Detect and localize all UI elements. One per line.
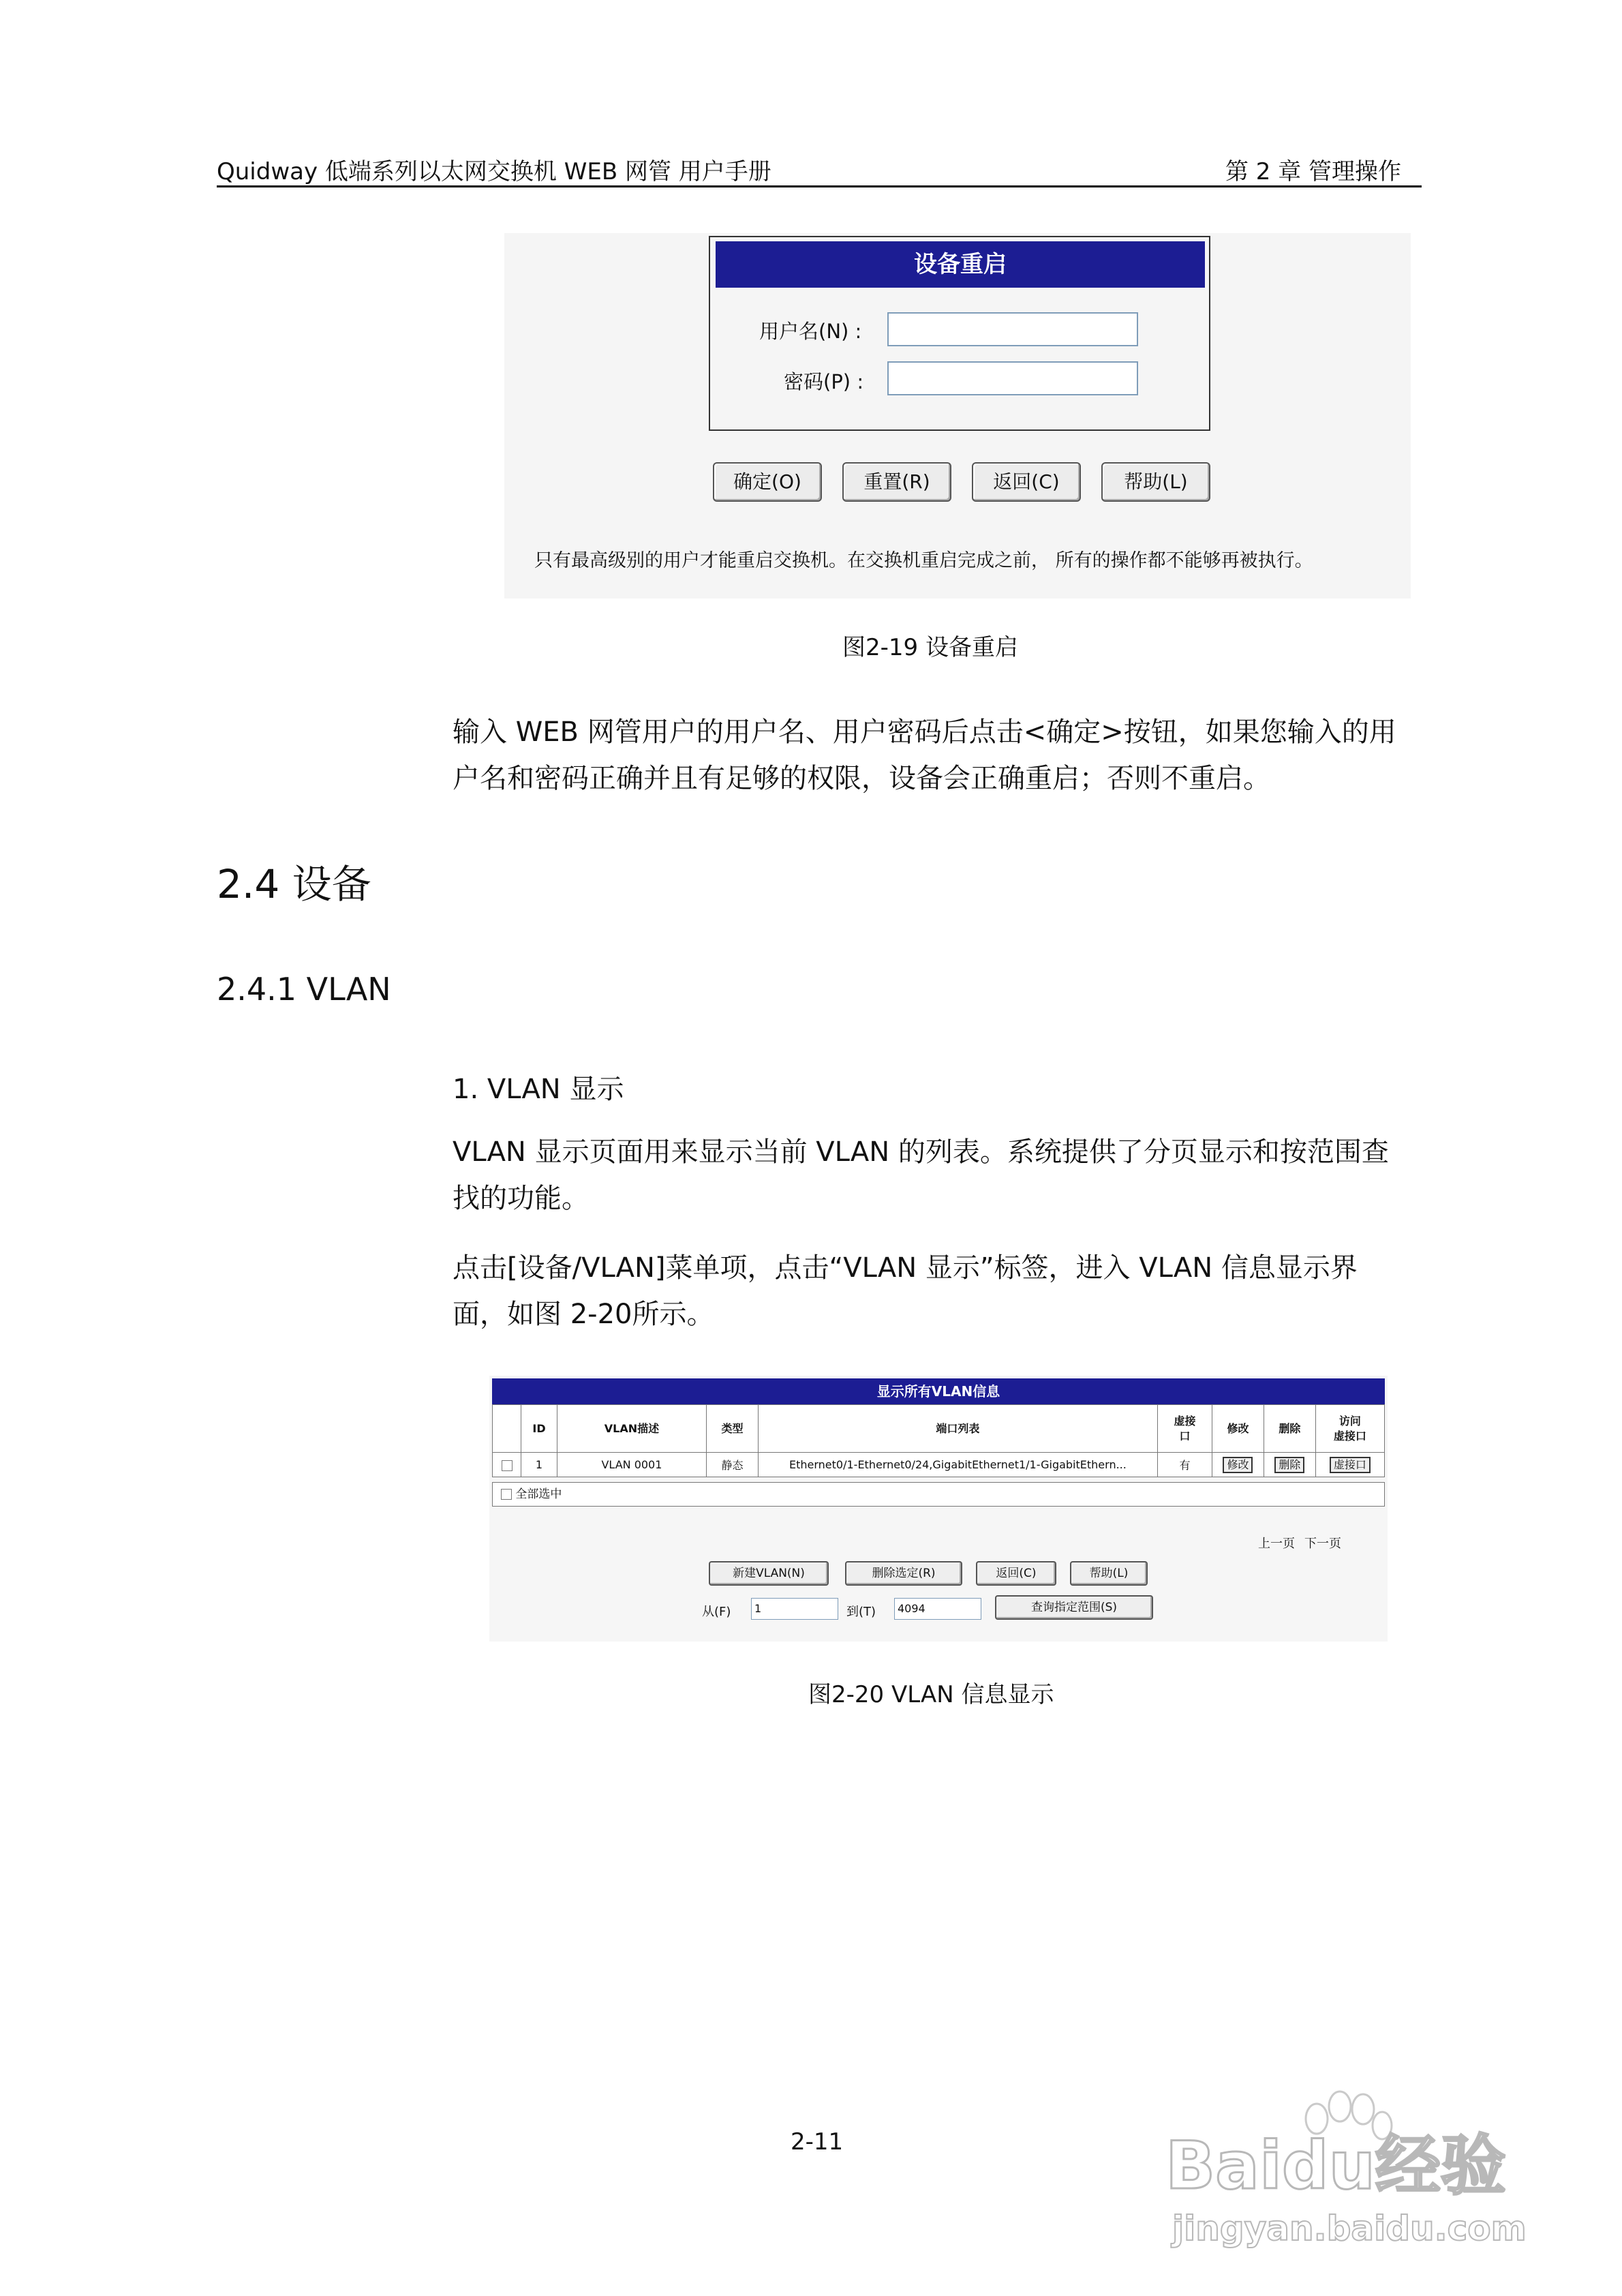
figure-caption-2-20: 图2-20 VLAN 信息显示 — [808, 1681, 1054, 1708]
baidu-jingyan-watermark — [1159, 2086, 1540, 2256]
column-header-type: 类型 — [707, 1405, 759, 1453]
back-button[interactable]: 返回(C) — [972, 462, 1081, 502]
column-header-select — [493, 1405, 521, 1453]
watermark-brand: Baidu经验 — [1165, 2128, 1506, 2204]
column-header-delete: 删除 — [1264, 1405, 1315, 1453]
to-input[interactable]: 4094 — [894, 1598, 981, 1620]
row-select-cell — [493, 1453, 521, 1477]
paragraph-line: 输入 WEB 网管用户的用户名、用户密码后点击<确定>按钮，如果您输入的用 — [453, 716, 1396, 748]
row-access-cell — [1315, 1453, 1384, 1477]
column-header-vif-line: 虚接 — [1174, 1414, 1196, 1428]
row-checkbox[interactable] — [502, 1460, 512, 1471]
ok-button[interactable]: 确定(O) — [713, 462, 822, 502]
row-type: 静态 — [707, 1453, 759, 1477]
paragraph-vlan-nav — [453, 1245, 1427, 1338]
column-header-access-line: 访问 — [1338, 1414, 1361, 1428]
reboot-note: 只有最高级别的用户才能重启交换机。在交换机重启完成之前， 所有的操作都不能够再被执行。 — [534, 550, 1313, 571]
section-heading: 2.4 设备 — [217, 861, 371, 907]
vlan-table-title: 显示所有VLAN信息 — [492, 1378, 1385, 1404]
figure-caption-2-19: 图2-19 设备重启 — [842, 634, 1018, 661]
select-all-row — [492, 1482, 1385, 1507]
row-ports: Ethernet0/1-Ethernet0/24,GigabitEthernet1/1-GigabitEthern... — [758, 1453, 1157, 1477]
vlan-back-button[interactable]: 返回(C) — [976, 1561, 1056, 1586]
row-id: 1 — [521, 1453, 557, 1477]
table-row — [493, 1453, 1385, 1477]
paragraph-line: 户名和密码正确并且有足够的权限，设备会正确重启；否则不重启。 — [453, 763, 1270, 794]
row-desc: VLAN 0001 — [557, 1453, 706, 1477]
select-all-checkbox[interactable] — [501, 1489, 512, 1500]
paragraph-line: 找的功能。 — [453, 1183, 589, 1214]
row-modify-cell — [1212, 1453, 1264, 1477]
vlan-table — [492, 1404, 1385, 1477]
table-header-row — [493, 1405, 1385, 1453]
next-page-link[interactable]: 下一页 — [1304, 1537, 1341, 1551]
column-header-id: ID — [521, 1405, 557, 1453]
help-button[interactable]: 帮助(L) — [1101, 462, 1210, 502]
from-label: 从(F) — [702, 1605, 731, 1619]
running-header-right: 第 2 章 管理操作 — [1225, 158, 1402, 185]
paragraph-line: 点击[设备/VLAN]菜单项，点击“VLAN 显示”标签，进入 VLAN 信息显示界 — [453, 1252, 1358, 1284]
subsection-heading: 2.4.1 VLAN — [217, 971, 391, 1008]
vlan-help-button[interactable]: 帮助(L) — [1070, 1561, 1148, 1586]
column-header-vif — [1157, 1405, 1212, 1453]
prev-page-link[interactable]: 上一页 — [1258, 1537, 1295, 1551]
header-rule — [217, 185, 1422, 187]
page-number: 2-11 — [791, 2128, 844, 2156]
delete-selected-button[interactable]: 删除选定(R) — [845, 1561, 962, 1586]
paragraph-line: VLAN 显示页面用来显示当前 VLAN 的列表。系统提供了分页显示和按范围查 — [453, 1136, 1389, 1168]
virtual-interface-button[interactable]: 虚接口 — [1330, 1457, 1371, 1473]
row-delete-cell — [1264, 1453, 1315, 1477]
reboot-panel-title: 设备重启 — [716, 241, 1205, 288]
password-label: 密码(P) : — [784, 370, 864, 393]
paragraph-reboot-desc — [453, 709, 1427, 802]
paragraph-vlan-display — [453, 1129, 1427, 1222]
select-all-label: 全部选中 — [515, 1487, 562, 1501]
reset-button[interactable]: 重置(R) — [842, 462, 951, 502]
watermark-url: jingyan.baidu.com — [1172, 2209, 1527, 2248]
column-header-ports: 端口列表 — [758, 1405, 1157, 1453]
column-header-access — [1315, 1405, 1384, 1453]
running-header-left: Quidway 低端系列以太网交换机 WEB 网管 用户手册 — [217, 158, 771, 185]
column-header-access-line: 虚接口 — [1333, 1429, 1366, 1442]
username-input[interactable] — [887, 312, 1138, 346]
row-vif: 有 — [1157, 1453, 1212, 1477]
paragraph-line: 面，如图 2-20所示。 — [453, 1299, 714, 1330]
to-label: 到(T) — [846, 1605, 876, 1619]
item-heading: 1. VLAN 显示 — [453, 1074, 624, 1105]
column-header-desc: VLAN描述 — [557, 1405, 706, 1453]
from-input[interactable]: 1 — [751, 1598, 838, 1620]
query-range-button[interactable]: 查询指定范围(S) — [995, 1595, 1153, 1620]
delete-button[interactable]: 删除 — [1274, 1457, 1304, 1473]
modify-button[interactable]: 修改 — [1223, 1457, 1253, 1473]
column-header-vif-line: 口 — [1179, 1429, 1191, 1442]
password-input[interactable] — [887, 361, 1138, 395]
username-label: 用户名(N) : — [759, 320, 862, 343]
new-vlan-button[interactable]: 新建VLAN(N) — [709, 1561, 829, 1586]
column-header-modify: 修改 — [1212, 1405, 1264, 1453]
